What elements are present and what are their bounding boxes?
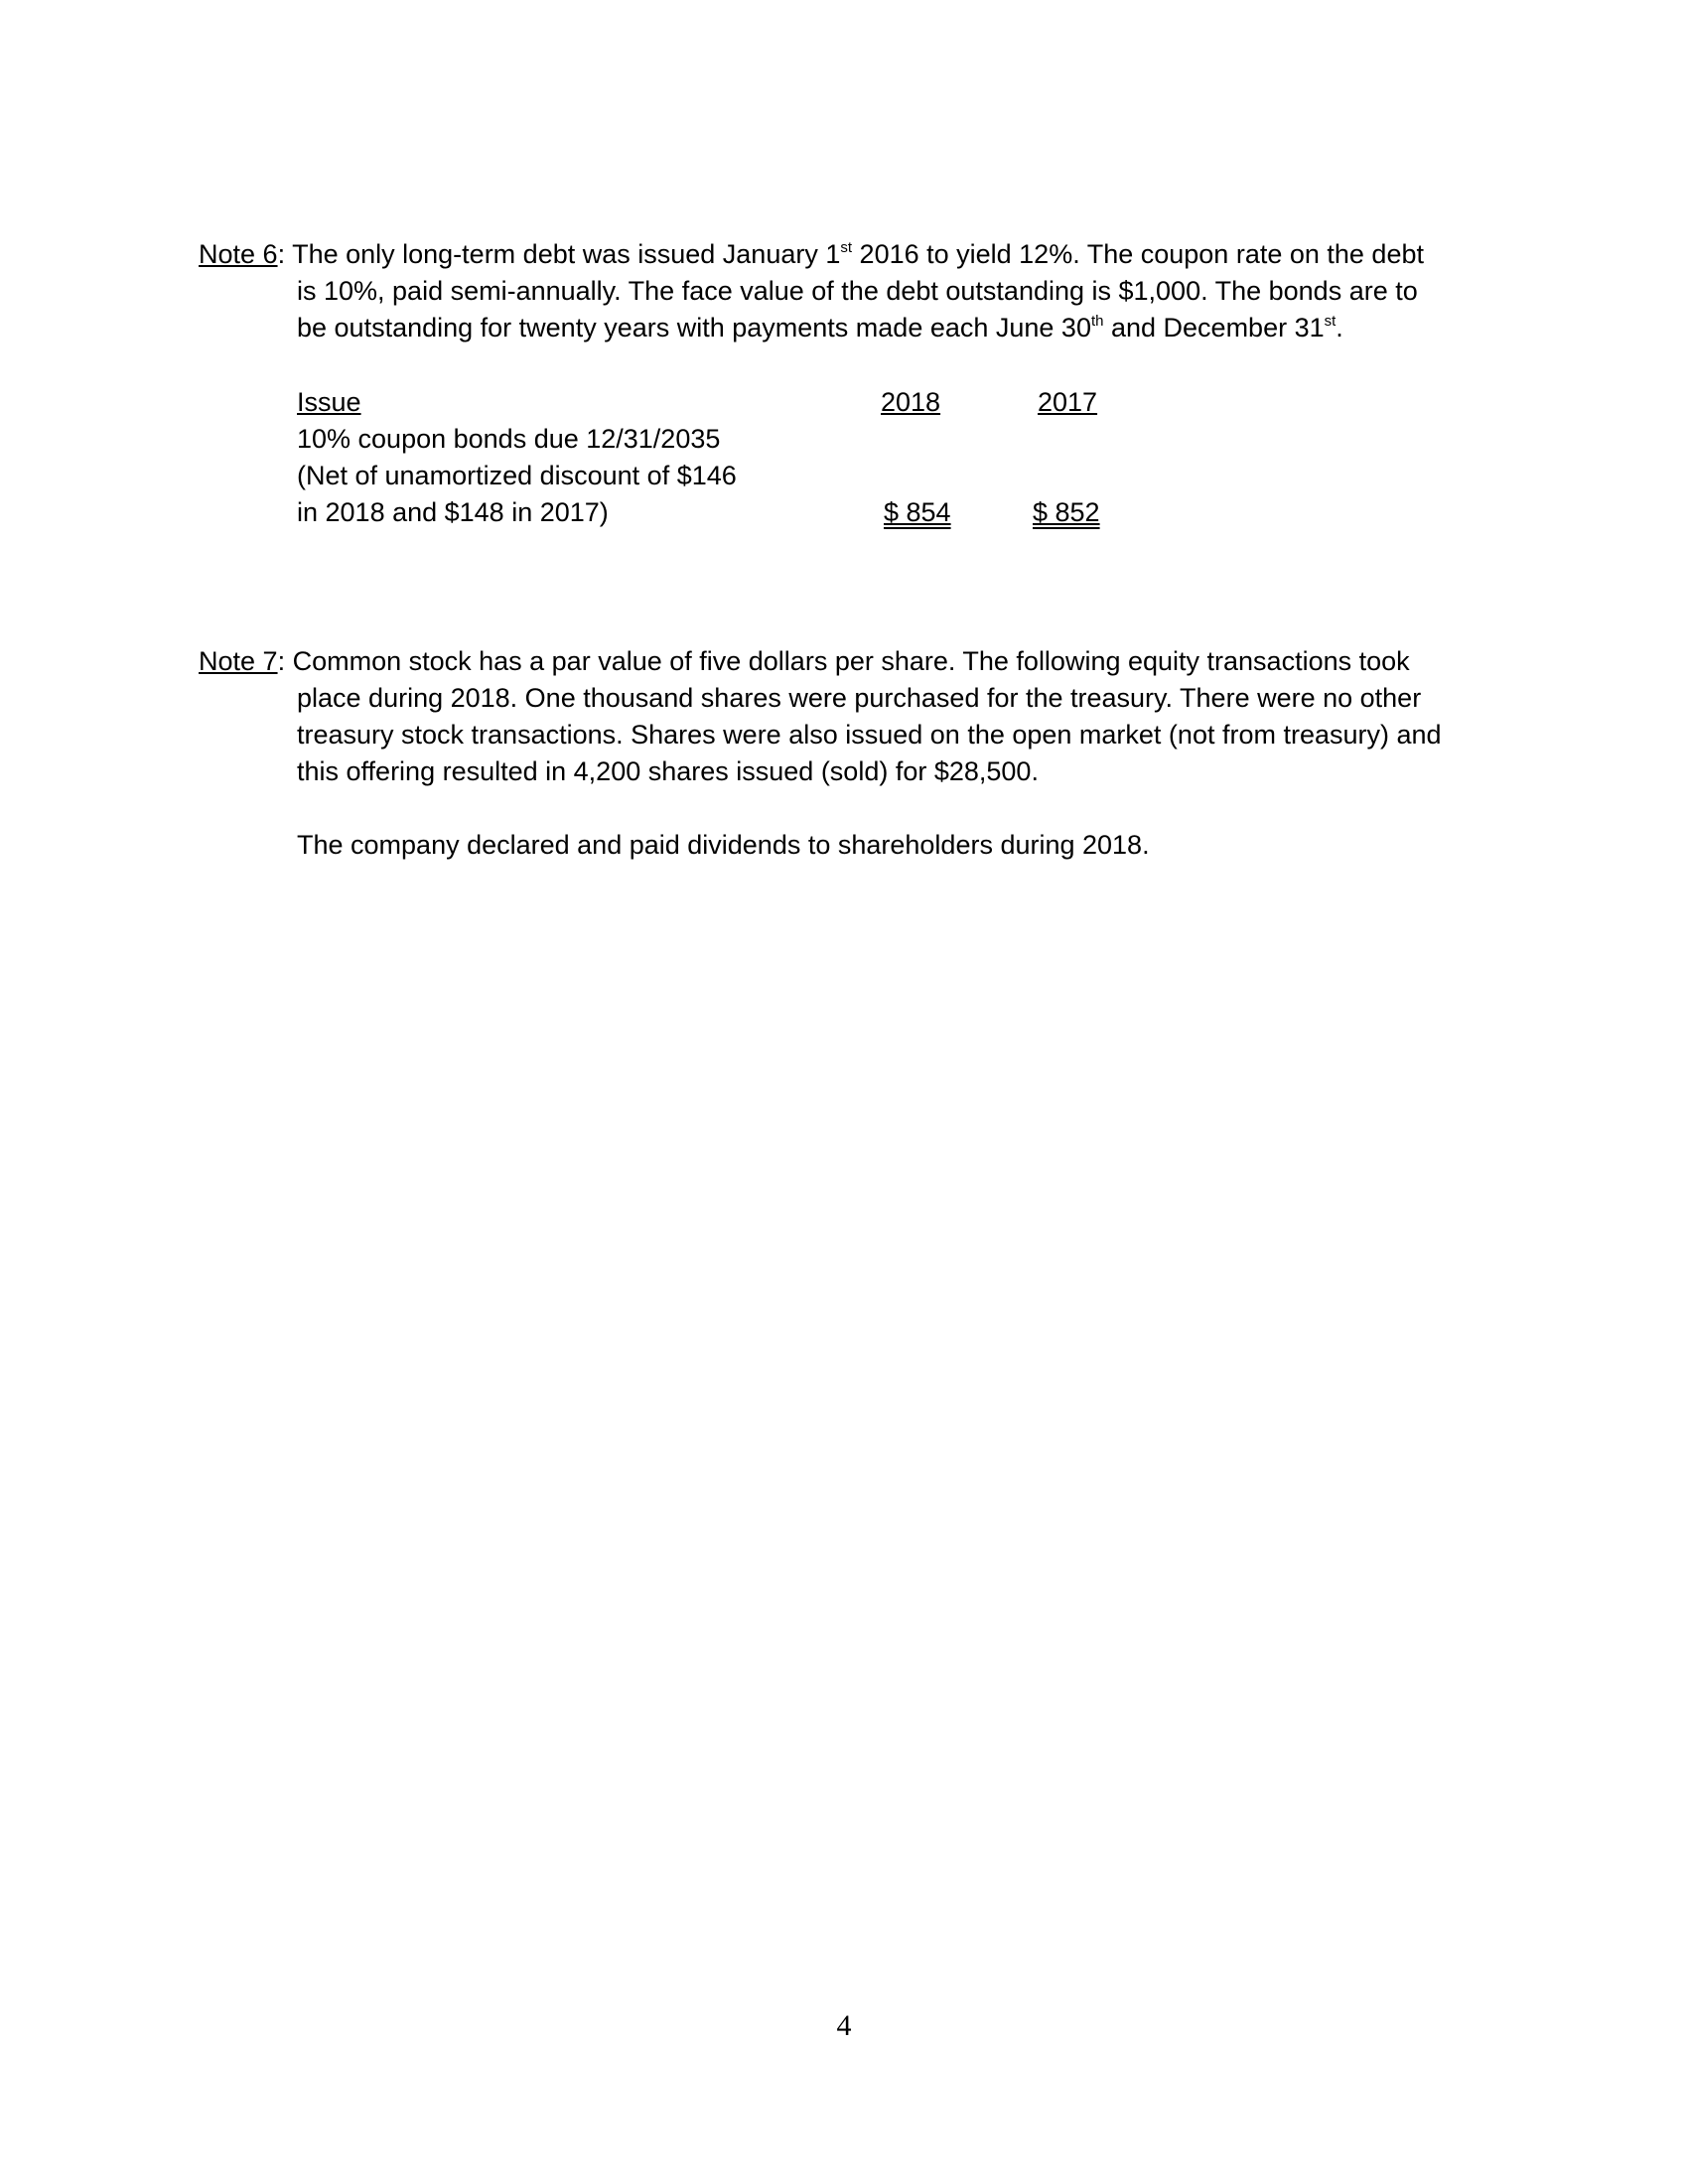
note-7-line-2: place during 2018. One thousand shares were purchased for the treasury. There were no other	[297, 683, 1422, 713]
debt-description-line-1: 10% coupon bonds due 12/31/2035	[297, 424, 721, 454]
debt-table-row	[297, 458, 1151, 494]
debt-table-row	[297, 494, 1151, 531]
note-7-paragraph-2: The company declared and paid dividends to shareholders during 2018.	[297, 830, 1150, 860]
note-6-line-3: be outstanding for twenty years with payments made each June 30th and December 31st.	[297, 313, 1343, 342]
note-7-label: Note 7	[199, 646, 278, 676]
note-7-line-4: this offering resulted in 4,200 shares issued (sold) for $28,500.	[297, 756, 1039, 786]
note-6	[199, 236, 1509, 346]
debt-table	[297, 384, 1151, 531]
header-2017: 2017	[1038, 387, 1098, 417]
header-2018: 2018	[881, 387, 941, 417]
debt-table-header	[297, 384, 1151, 421]
note-7-line-1: Note 7: Common stock has a par value of five dollars per share. The following equity transactions took	[199, 646, 1410, 676]
value-2018: $ 854	[884, 497, 951, 527]
page-number: 4	[836, 2009, 852, 2042]
note-6-line-1: Note 6: The only long-term debt was issued January 1st 2016 to yield 12%. The coupon rate on the debt	[199, 239, 1424, 269]
note-7-line-3: treasury stock transactions. Shares were also issued on the open market (not from treasury) and	[297, 720, 1442, 750]
value-2017: $ 852	[1033, 497, 1100, 527]
header-issue: Issue	[297, 387, 361, 417]
debt-description-line-3: in 2018 and $148 in 2017)	[297, 497, 609, 527]
note-6-line-2: is 10%, paid semi-annually. The face value of the debt outstanding is $1,000. The bonds are to	[297, 276, 1418, 306]
debt-description-line-2: (Net of unamortized discount of $146	[297, 461, 737, 490]
note-6-label: Note 6	[199, 239, 278, 269]
debt-table-row	[297, 421, 1151, 458]
note-7	[199, 643, 1509, 864]
